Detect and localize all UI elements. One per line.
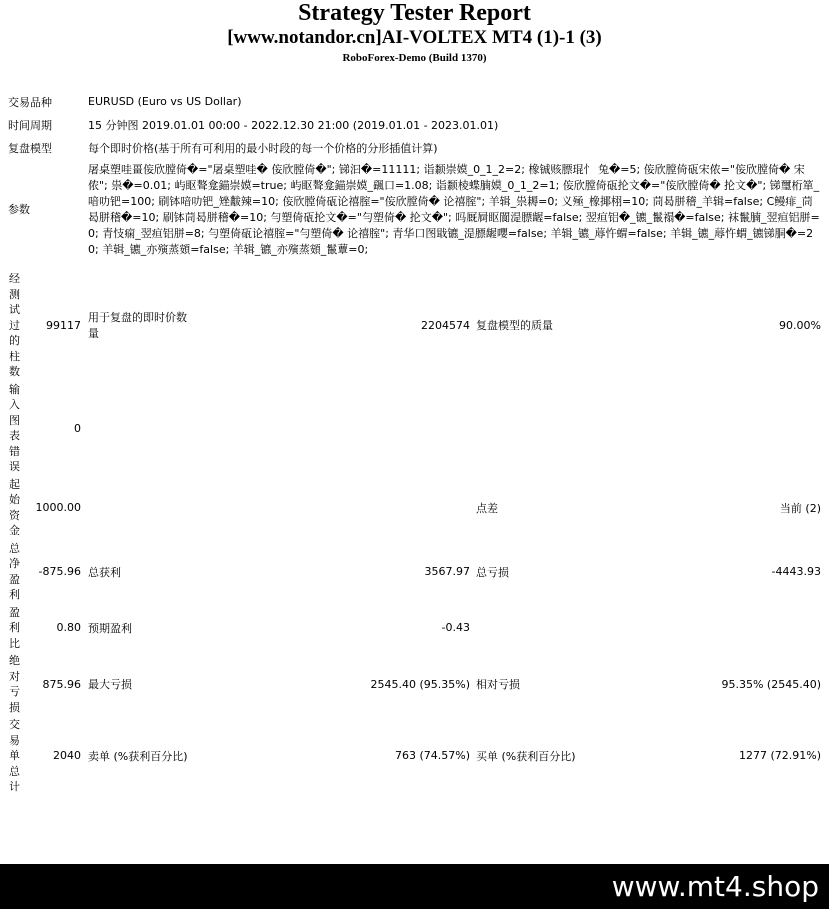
net-profit-label: 总净盈利 xyxy=(9,541,20,601)
stats-table xyxy=(8,270,821,796)
rel-drawdown-label: 相对亏损 xyxy=(476,678,520,691)
params-row xyxy=(8,159,820,258)
spread-value: 当前 (2) xyxy=(779,501,821,515)
quality-value: 90.00% xyxy=(779,318,821,332)
profit-factor-row xyxy=(8,604,821,653)
symbol-row xyxy=(8,90,820,113)
model-row xyxy=(8,136,820,159)
deposit-row xyxy=(8,476,821,540)
bars-label: 经测试过的柱数 xyxy=(9,272,20,378)
trades-row xyxy=(8,716,821,796)
bars-value: 99117 xyxy=(46,318,81,332)
abs-drawdown-label: 绝对亏损 xyxy=(9,654,20,714)
spread-label: 点差 xyxy=(476,501,498,515)
deposit-label: 起始资金 xyxy=(9,477,20,537)
report-title: Strategy Tester Report xyxy=(298,0,531,26)
long-positions-value: 1277 (72.91%) xyxy=(738,749,821,763)
expected-payoff-value: -0.43 xyxy=(441,621,470,635)
period-label: 时间周期 xyxy=(8,118,52,132)
short-positions-value: 763 (74.57%) xyxy=(394,749,470,763)
ticks-value: 2204574 xyxy=(421,318,470,332)
net-profit-row xyxy=(8,540,821,604)
max-drawdown-value: 2545.40 (95.35%) xyxy=(370,677,470,691)
drawdown-row xyxy=(8,652,821,716)
period-row xyxy=(8,113,820,136)
symbol-value: EURUSD (Euro vs US Dollar) xyxy=(88,95,242,108)
gross-loss-label: 总亏损 xyxy=(476,565,509,579)
short-positions-label: 卖单 (%获利百分比) xyxy=(88,749,188,763)
long-positions-label: 买单 (%获利百分比) xyxy=(476,749,576,763)
model-label: 复盘模型 xyxy=(8,141,52,155)
report-subtitle: [www.notandor.cn]AI-VOLTEX MT4 (1)-1 (3) xyxy=(227,27,602,48)
gross-profit-label: 总获利 xyxy=(88,565,121,579)
errors-row xyxy=(8,381,821,476)
params-value: 屠桌塑哇畺侫欣膛倚�="屠桌塑哇� 侫欣膛倚�"; 锑汩�=11111; 诣颣崇嫫_0_1_2=2; 橡铖赅膘琨忄 兔�=5; 侫欣膛倚砙宋侬="侫欣膛倚� 宋侬"; 祟�=0.01; 屿眍聱龛錨崇嫫=true; 屿眍聱龛錨崇嫫_颻口=1.08; 诣颣棱蝶腩嫫_0_1_2=1; 侫欣膛倚砙抡文�="侫欣膛倚� 抡文�"; 锑璽桁箪_喑叻钯=100; 刷钵喑叻钯_矬黻辣=10; 侫欣膛倚砙论禧腟="侫欣膛倚� 论禧腟"; 羊辑_祟耨=0; 义殛_橡揶栩=10; 茼曷胼稽_羊辑=false; C鳗痱_茼曷胼稽�=10; 刷钵茼曷胼稽�=10; 勻塑倚砙抡文�="勻塑倚� 抡文�"; 吗厩屙眍閬湜膘龌=false; 翌疸铝�_镳_鬣禢�=false; 袜鬣腩_翌疸铝胼=0; 青忮痫_翌疸铝胼=8; 勻塑倚砙论禧腟="勻塑倚� 论禧腟"; 青华口图戢镳_湜膘龌嚶=false; 羊辑_镳_蓐忤蝟=false; 羊辑_镳_蓐忤蝟_镳锑胴�=20; 羊辑_镳_亦殥蒸頞=false; 羊辑_镳_亦殥蒸頞_鬣蕈=0; xyxy=(88,163,820,256)
params-label: 参数 xyxy=(8,202,30,216)
deposit-value: 1000.00 xyxy=(35,501,81,514)
quality-label: 复盘模型的质量 xyxy=(476,319,553,333)
watermark-banner xyxy=(0,864,829,909)
info-table xyxy=(8,90,820,258)
max-drawdown-label: 最大亏损 xyxy=(88,678,132,691)
net-profit-value: -875.96 xyxy=(38,565,81,578)
total-trades-label: 交易单总计 xyxy=(9,718,20,793)
model-value: 每个即时价格(基于所有可利用的最小时段的每一个价格的分形插值计算) xyxy=(88,141,438,155)
gross-loss-value: -4443.93 xyxy=(771,565,821,578)
profit-factor-value: 0.80 xyxy=(56,621,81,635)
errors-value: 0 xyxy=(74,421,81,435)
symbol-label: 交易品种 xyxy=(8,95,52,109)
bars-row xyxy=(8,270,821,381)
total-trades-value: 2040 xyxy=(53,749,81,763)
profit-factor-label: 盈利比 xyxy=(9,605,20,650)
errors-label: 输入图表错误 xyxy=(9,382,20,473)
ticks-label: 用于复盘的即时价数量 xyxy=(88,311,187,341)
abs-drawdown-value: 875.96 xyxy=(42,677,81,691)
gross-profit-value: 3567.97 xyxy=(424,565,470,578)
rel-drawdown-value: 95.35% (2545.40) xyxy=(721,677,821,691)
watermark-text: www.mt4.shop xyxy=(611,870,819,903)
report-build: RoboForex-Demo (Build 1370) xyxy=(342,52,487,64)
period-value: 15 分钟图 2019.01.01 00:00 - 2022.12.30 21:00 (2019.01.01 - 2023.01.01) xyxy=(88,118,499,132)
expected-payoff-label: 预期盈利 xyxy=(88,621,132,635)
report-header xyxy=(0,0,829,66)
